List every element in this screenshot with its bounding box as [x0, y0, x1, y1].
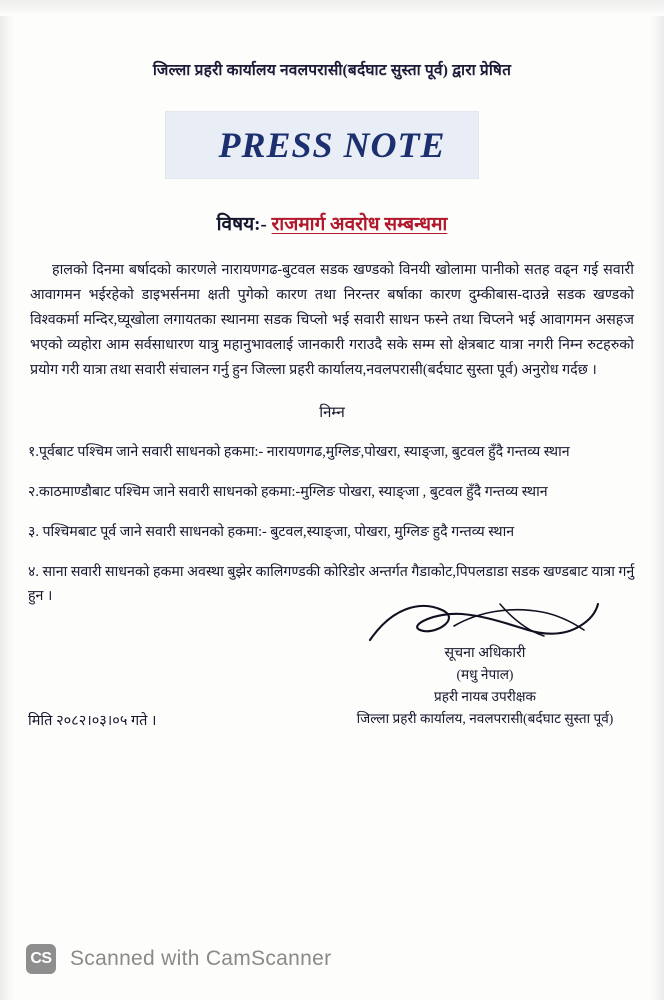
paper-edge-top	[0, 0, 664, 16]
date-line: मिति २०८२।०३।०५ गते ।	[28, 713, 157, 729]
issuing-office-header: जिल्ला प्रहरी कार्यालय नवलपरासी(बर्दघाट सुस्ता पूर्व) द्वारा प्रेषित	[152, 62, 512, 79]
camscanner-logo-icon: CS	[26, 944, 56, 974]
list-item: २.काठमाण्डौबाट पश्चिम जाने सवारी साधनको हकमा:-मुग्लिङ पोखरा, स्याङ्जा , बुटवल हुँदै गन्तव्य स्थान	[28, 484, 548, 500]
page-title: PRESS NOTE	[218, 125, 446, 165]
signature-block	[330, 608, 640, 730]
signer-office: जिल्ला प्रहरी कार्यालय, नवलपरासी(बर्दघाट सुस्ता पूर्व)	[356, 711, 614, 726]
subject-label: विषय:-	[216, 214, 267, 235]
list-item: १.पूर्वबाट पश्चिम जाने सवारी साधनको हकमा:- नारायणगढ,मुग्लिङ,पोखरा, स्याङ्जा, बुटवल हुँदै गन्तव्य स्थान	[28, 444, 570, 460]
handwritten-signature-icon	[358, 596, 608, 648]
list-item: ३. पश्चिमबाट पूर्व जाने सवारी साधनको हकमा:- बुटवल,स्याङ्जा, पोखरा, मुग्लिङ हुदै गन्तव्य स्थान	[28, 524, 515, 540]
body-paragraph: हालको दिनमा बर्षादको कारणले नारायणगढ-बुटवल सडक खण्डको विनयी खोलामा पानीको सतह वढ्न गई सवारी आवागमन भईरहेको डाइभर्सनमा क्षती पुगेको कारण तथा निरन्तर बर्षाका कारण दुम्कीबास-दाउन्ने सडक खण्डको विश्वकर्मा मन्दिर,घ्यूखोला लगायतका स्थानमा सडक चिप्लो भई सवारी साधन फस्ने तथा चिप्लने भई आवागमन असहज भएको व्यहोरा आम सर्वसाधारण यात्रु महानुभावलाई जानकारी गराउदै सके सम्म सो क्षेत्रबाट यात्रा नगरी निम्न रुटहरुको प्रयोग गरी यात्रा तथा सवारी संचालन गर्नु हुन जिल्ला प्रहरी कार्यालय,नवलपरासी(बर्दघाट सुस्ता पूर्व) अनुरोध गर्दछ ।	[30, 262, 634, 378]
signer-rank: प्रहरी नायब उपरीक्षक	[434, 689, 536, 704]
signer-name: (मधु नेपाल)	[456, 667, 514, 682]
subject-value: राजमार्ग अवरोध सम्बन्धमा	[271, 214, 448, 235]
list-item: ४. साना सवारी साधनको हकमा अवस्था बुझेर कालिगण्डकी कोरिडोर अन्तर्गत गैडाकोट,पिपलडाडा सडक खण्डबाट यात्रा गर्नु हुन ।	[28, 564, 635, 604]
subject-line	[0, 210, 664, 236]
signer-designation: सूचना अधिकारी	[444, 645, 526, 661]
camscanner-watermark	[26, 944, 331, 974]
routes-heading: निम्न	[319, 405, 345, 421]
camscanner-watermark-text: Scanned with CamScanner	[70, 947, 332, 970]
